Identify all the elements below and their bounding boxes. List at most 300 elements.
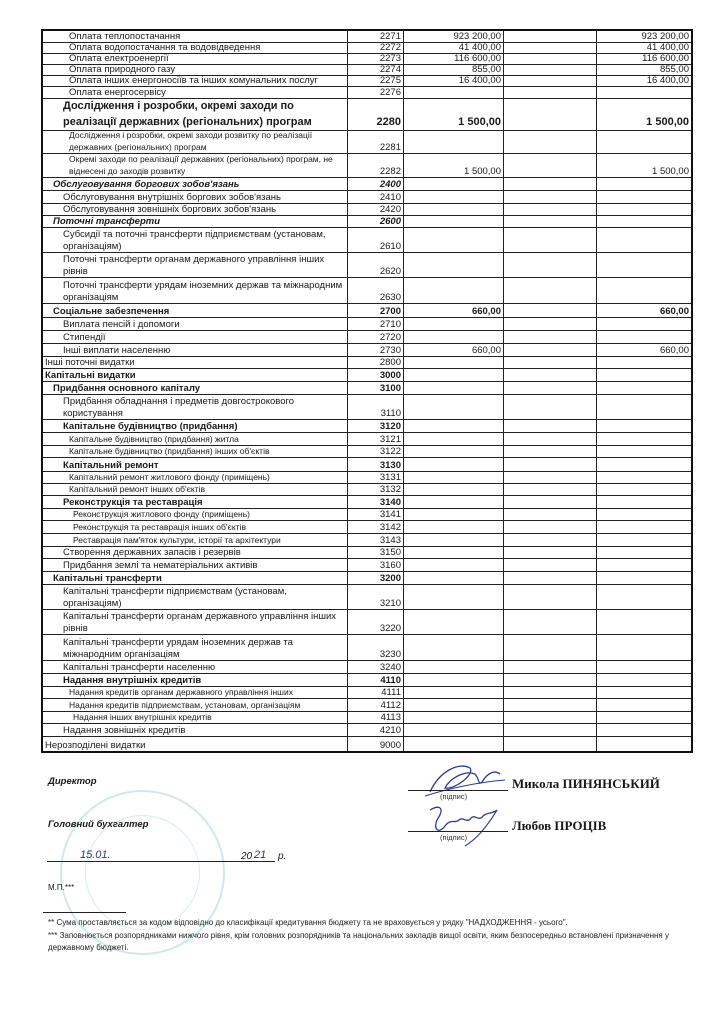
row-value-3: 116 600,00 [642,52,689,64]
row-name: Надання внутрішніх кредитів [63,674,202,686]
row-value-1 [404,131,504,153]
table-row [43,99,691,131]
table-row [43,304,691,318]
row-value-2 [504,420,597,432]
row-value-2 [504,65,597,75]
table-row [43,131,691,154]
stamp-place-label: М.П.*** [48,883,75,892]
row-name: Поточні трансферти органам державного управління інших рівнів [63,254,325,277]
row-name-cell [43,191,348,203]
row-value-2 [504,635,597,660]
row-name: Обслуговування внутрішніх боргових зобов'язань [63,191,281,203]
row-value-2 [504,559,597,571]
table-row [43,357,691,369]
row-code: 3230 [348,635,404,660]
row-value-2 [504,191,597,203]
row-name: Реконструкція житлового фонду (приміщень) [73,508,251,519]
table-row [43,382,691,395]
row-code: 4111 [348,687,404,698]
row-name: Капітальне будівництво (придбання) інших об'єктів [69,445,270,456]
row-name-cell [43,433,348,445]
row-value-1: 1 500,00 [404,99,504,130]
row-value-3 [597,253,691,277]
row-name: Надання інших внутрішніх кредитів [73,711,212,722]
row-value-1: 660,00 [404,344,504,356]
row-value-3: 855,00 [659,63,689,75]
row-name-cell [43,178,348,190]
row-code: 4110 [348,674,404,686]
row-name: Інші поточні видатки [45,356,135,368]
row-name: Нерозподілені видатки [45,739,146,751]
row-value-1 [404,253,504,277]
row-name-cell [43,458,348,471]
row-name-cell [43,509,348,520]
table-row [43,216,691,228]
row-name-cell [43,357,348,368]
row-name: Придбання землі та нематеріальних активів [63,559,258,571]
table-row [43,635,691,661]
row-code: 3210 [348,585,404,609]
date-day-month: 15.01. [80,849,111,861]
row-value-3 [597,204,691,215]
row-value-3 [597,446,691,457]
row-value-2 [504,661,597,673]
row-value-3: 660,00 [659,305,689,317]
row-value-1 [404,559,504,571]
table-row [43,191,691,204]
row-value-3 [597,496,691,508]
row-name-cell [43,54,348,64]
row-value-3: 41 400,00 [646,41,689,53]
row-name-cell [43,472,348,483]
table-row [43,674,691,687]
row-code: 3122 [348,446,404,457]
row-value-3 [597,472,691,483]
table-row [43,420,691,433]
row-value-1 [404,369,504,381]
row-code: 3141 [348,509,404,520]
row-value-3 [597,87,691,98]
row-name: Надання кредитів підприємствам, установам, організаціям [69,699,301,710]
row-value-3 [597,724,691,736]
row-value-3 [597,131,691,153]
row-name: Оплата водопостачання та водовідведення [69,41,261,53]
row-name: Стипендії [63,331,106,343]
row-value-2 [504,687,597,698]
row-code: 4113 [348,712,404,723]
row-name-cell [43,216,348,227]
row-value-2 [504,433,597,445]
table-row [43,521,691,534]
row-code: 3140 [348,496,404,508]
row-name: Обслуговування боргових зобов'язань [53,178,240,190]
row-value-3 [597,521,691,533]
footnote-triple-asterisk: *** Заповнюється розпорядниками нижчого рівня, крім головних розпорядників та національних закладів вищої освіти, яким безпосередньо встановлені призначення у державному бюджеті. [48,931,669,952]
row-value-3 [597,699,691,711]
row-code: 2420 [348,204,404,215]
budget-expenditure-table [41,29,693,753]
row-code: 2282 [348,154,404,177]
row-value-2 [504,699,597,711]
row-value-1: 116 600,00 [404,54,504,64]
row-value-3 [597,572,691,584]
row-name: Капітальні видатки [45,369,136,381]
row-code: 3100 [348,382,404,394]
table-row [43,699,691,712]
row-value-2 [504,572,597,584]
row-value-3 [597,318,691,330]
row-code: 2275 [348,76,404,86]
row-value-1 [404,610,504,634]
table-row [43,178,691,191]
chief-accountant-label: Головний бухгалтер [48,819,149,830]
row-value-1 [404,395,504,419]
row-value-1 [404,446,504,457]
row-code: 2700 [348,304,404,317]
director-name: Микола ПИНЯНСЬКИЙ [512,776,660,791]
row-value-2 [504,446,597,457]
row-code: 4112 [348,699,404,711]
row-name-cell [43,131,348,153]
accountant-signature-caption: (підпис) [440,833,468,842]
row-value-1 [404,687,504,698]
table-row [43,446,691,458]
row-name-cell [43,420,348,432]
table-row [43,724,691,737]
row-value-1 [404,712,504,723]
row-name-cell [43,31,348,42]
row-code: 2600 [348,216,404,227]
row-value-2 [504,31,597,42]
row-name: Придбання основного капіталу [53,382,201,394]
row-value-1: 855,00 [404,65,504,75]
table-row [43,395,691,420]
row-name: Реконструкція та реставрація інших об'єктів [73,521,246,532]
row-name-cell [43,154,348,177]
row-code: 2400 [348,178,404,190]
row-name: Окремі заходи по реалізації державних (регіональних) програм, не віднесені до заходів розвитку [69,154,333,176]
row-value-2 [504,724,597,736]
row-value-3 [597,687,691,698]
row-code: 2630 [348,278,404,303]
row-value-2 [504,154,597,177]
table-row [43,534,691,547]
row-value-2 [504,131,597,153]
row-code: 2272 [348,43,404,53]
row-value-3: 1 500,00 [646,116,689,128]
row-code: 2271 [348,31,404,42]
row-value-3 [597,178,691,190]
row-value-1: 16 400,00 [404,76,504,86]
row-name: Оплата електроенергії [69,52,169,64]
row-name-cell [43,446,348,457]
table-row [43,496,691,509]
row-name-cell [43,737,348,751]
row-value-3 [597,278,691,303]
row-name: Капітальний ремонт [63,459,159,471]
row-value-3 [597,585,691,609]
row-name-cell [43,304,348,317]
table-row [43,458,691,472]
row-code: 2280 [348,99,404,130]
row-value-1: 1 500,00 [404,154,504,177]
row-code: 3200 [348,572,404,584]
row-name-cell [43,635,348,660]
row-name-cell [43,278,348,303]
row-code: 3160 [348,559,404,571]
row-name-cell [43,87,348,98]
row-code: 3121 [348,433,404,445]
table-row [43,661,691,674]
row-value-2 [504,318,597,330]
row-value-3 [597,635,691,660]
row-name-cell [43,712,348,723]
row-code: 2281 [348,131,404,153]
row-value-3 [597,610,691,634]
row-name-cell [43,687,348,698]
row-value-3 [597,559,691,571]
date-year-prefix: 20 [241,851,253,862]
row-value-1 [404,178,504,190]
row-code: 2730 [348,344,404,356]
row-name: Дослідження і розробки, окремі заходи розвитку по реалізації державних (регіональних) програм [69,130,313,152]
row-value-1 [404,87,504,98]
row-value-2 [504,178,597,190]
row-value-1 [404,737,504,751]
row-value-2 [504,534,597,546]
row-value-2 [504,99,597,130]
row-value-2 [504,472,597,483]
row-value-2 [504,484,597,495]
row-name: Капітальні трансферти населенню [63,661,216,673]
row-name: Капітальний ремонт інших об'єктів [69,483,206,494]
row-value-2 [504,54,597,64]
row-name: Поточні трансферти [53,215,161,227]
row-value-1 [404,484,504,495]
table-row [43,687,691,699]
row-value-2 [504,458,597,471]
row-code: 2720 [348,331,404,343]
accountant-signature-icon [415,800,515,850]
table-row [43,585,691,610]
row-value-1 [404,547,504,558]
table-row [43,472,691,484]
row-name-cell [43,344,348,356]
row-name-cell [43,610,348,634]
row-name-cell [43,228,348,252]
row-value-3: 1 500,00 [652,165,689,177]
row-value-3 [597,228,691,252]
row-value-2 [504,304,597,317]
row-value-3 [597,191,691,203]
row-name-cell [43,76,348,86]
table-row [43,547,691,559]
row-value-1 [404,357,504,368]
row-value-2 [504,712,597,723]
row-value-1 [404,534,504,546]
row-name-cell [43,724,348,736]
row-value-2 [504,344,597,356]
row-value-1 [404,724,504,736]
table-row [43,344,691,357]
row-name-cell [43,484,348,495]
row-name: Оплата природного газу [69,63,176,75]
row-name-cell [43,559,348,571]
table-row [43,610,691,635]
director-signature-line [408,790,508,791]
row-value-2 [504,585,597,609]
row-value-1 [404,699,504,711]
row-name: Надання кредитів органам державного управління інших [69,686,293,697]
row-name-cell [43,661,348,673]
table-row [43,318,691,331]
row-name: Капітальне будівництво (придбання) житла [69,433,239,444]
row-name-cell [43,204,348,215]
row-name-cell [43,382,348,394]
row-name-cell [43,43,348,53]
date-line [47,861,255,862]
row-name-cell [43,674,348,686]
row-code: 3150 [348,547,404,558]
row-name: Оплата теплопостачання [69,30,181,42]
row-name-cell [43,369,348,381]
row-value-2 [504,228,597,252]
row-value-2 [504,216,597,227]
row-value-1 [404,278,504,303]
row-value-1 [404,228,504,252]
row-code: 3142 [348,521,404,533]
row-value-2 [504,43,597,53]
row-name: Поточні трансферти урядам іноземних держав та міжнародним організаціям [63,280,343,303]
row-code: 2274 [348,65,404,75]
row-value-1: 923 200,00 [404,31,504,42]
row-value-1 [404,472,504,483]
row-name: Капітальне будівництво (придбання) [63,420,238,432]
row-value-3 [597,484,691,495]
row-name: Надання зовнішніх кредитів [63,724,186,736]
row-value-3 [597,433,691,445]
row-value-1 [404,318,504,330]
row-name: Обслуговування зовнішніх боргових зобов'язань [63,203,277,215]
row-name-cell [43,699,348,711]
row-value-2 [504,331,597,343]
table-row [43,712,691,724]
row-name-cell [43,318,348,330]
row-value-1 [404,204,504,215]
row-value-2 [504,278,597,303]
row-code: 3220 [348,610,404,634]
row-name: Виплата пенсій і допомоги [63,318,180,330]
table-row [43,76,691,87]
row-value-2 [504,610,597,634]
table-row [43,228,691,253]
date-year-suffix: р. [278,851,287,862]
row-value-1 [404,433,504,445]
row-value-1 [404,331,504,343]
row-code: 2410 [348,191,404,203]
row-value-1 [404,420,504,432]
row-value-3: 923 200,00 [641,30,689,42]
row-code: 3240 [348,661,404,673]
table-row [43,204,691,216]
row-name-cell [43,534,348,546]
row-value-1 [404,674,504,686]
row-value-3 [597,458,691,471]
table-row [43,154,691,178]
table-row [43,572,691,585]
row-value-3 [597,331,691,343]
date-year-handwritten: 21 [254,849,267,861]
row-value-3: 660,00 [659,344,689,356]
director-label: Директор [48,776,97,787]
row-value-2 [504,521,597,533]
row-code: 2610 [348,228,404,252]
row-value-3 [597,216,691,227]
row-value-1 [404,458,504,471]
row-name: Оплата енергосервісу [69,86,166,98]
row-value-3: 16 400,00 [646,74,689,86]
table-row [43,559,691,572]
row-value-1 [404,382,504,394]
footnote-double-asterisk: ** Сума проставляється за кодом відповідно до класифікації кредитування бюджету та не враховується у рядку "НАДХОДЖЕННЯ - усього". [48,918,568,927]
row-code: 3110 [348,395,404,419]
row-name-cell [43,253,348,277]
row-code: 3143 [348,534,404,546]
row-value-2 [504,369,597,381]
row-value-2 [504,76,597,86]
row-value-2 [504,737,597,751]
row-name: Реконструкція та реставрація [63,496,203,508]
row-name-cell [43,496,348,508]
row-name-cell [43,547,348,558]
row-value-2 [504,382,597,394]
footnote-separator [43,912,126,913]
row-value-1 [404,661,504,673]
row-value-3 [597,420,691,432]
row-value-3 [597,395,691,419]
row-value-3 [597,369,691,381]
row-value-2 [504,509,597,520]
row-value-2 [504,357,597,368]
accountant-name: Любов ПРОЦІВ [512,818,607,833]
table-row [43,253,691,278]
row-value-1 [404,509,504,520]
row-value-1: 41 400,00 [404,43,504,53]
row-code: 3120 [348,420,404,432]
row-value-1 [404,191,504,203]
accountant-signature-line [408,831,508,832]
row-value-2 [504,253,597,277]
row-value-2 [504,204,597,215]
row-name: Субсидії та поточні трансферти підприємствам (установам, організаціям) [63,229,326,252]
row-value-1 [404,572,504,584]
row-name-cell [43,99,348,130]
year-line [253,861,275,862]
row-name-cell [43,331,348,343]
row-code: 2276 [348,87,404,98]
row-name-cell [43,572,348,584]
row-code: 9000 [348,737,404,751]
table-row [43,369,691,382]
row-name-cell [43,585,348,609]
row-code: 3131 [348,472,404,483]
row-value-1 [404,496,504,508]
row-name: Реставрація пам'яток культури, історії та архітектури [73,534,281,545]
row-value-3 [597,661,691,673]
row-code: 2710 [348,318,404,330]
row-value-3 [597,712,691,723]
row-value-3 [597,534,691,546]
